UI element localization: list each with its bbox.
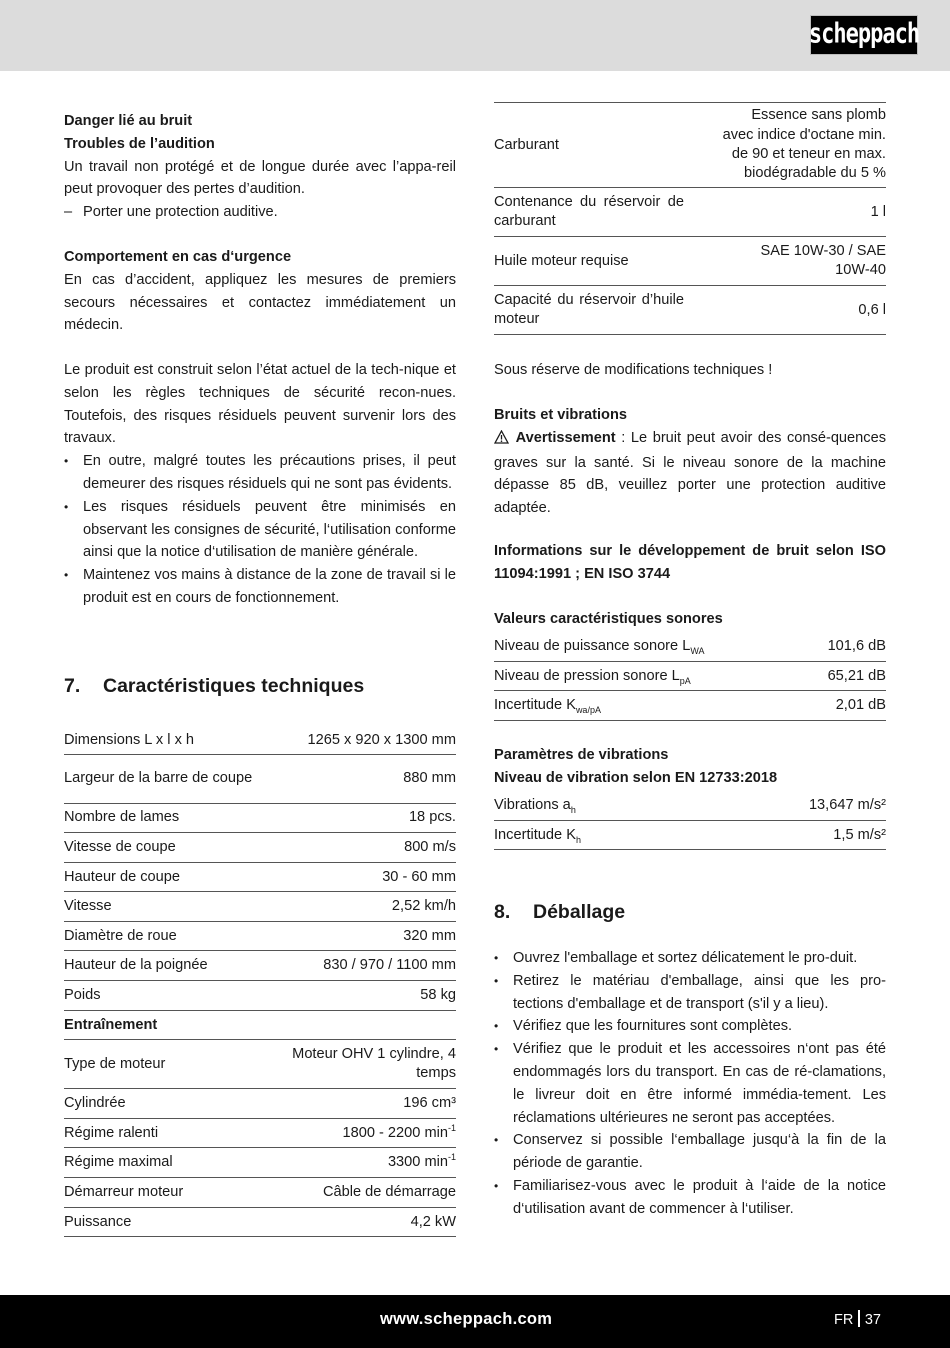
spec-label: Largeur de la barre de coupe bbox=[64, 770, 253, 786]
warning-text: : Le bruit peut avoir des consé-quences graves sur la santé. Si le niveau sonore de la machine dépasse 85 dB, veuillez porter une protection auditive adaptée. bbox=[494, 429, 886, 517]
logo-text: scheppach bbox=[808, 18, 920, 50]
spec-label: Vibrations a bbox=[494, 796, 571, 813]
vibration-block bbox=[494, 744, 886, 850]
spec-value: 18 pcs. bbox=[255, 803, 456, 833]
sound-values-title: Valeurs caractéristiques sonores bbox=[494, 611, 723, 627]
spec-label-cell bbox=[494, 691, 801, 721]
subscript: h bbox=[575, 834, 581, 845]
spec-value-line: 10W-40 bbox=[835, 262, 886, 278]
spec-label: Poids bbox=[64, 981, 255, 1011]
spec-value: 1 l bbox=[684, 188, 886, 237]
sound-values-block bbox=[494, 608, 886, 721]
noise-danger-title: Danger lié au bruit bbox=[64, 113, 193, 129]
list-item: • Vérifiez que les fournitures sont complètes. bbox=[494, 1015, 886, 1038]
spec-value: 65,21 dB bbox=[801, 661, 886, 691]
language-code: FR bbox=[834, 1312, 854, 1328]
subscript: WA bbox=[690, 645, 705, 656]
spec-value-cell bbox=[684, 237, 886, 286]
spec-label: Type de moteur bbox=[64, 1040, 255, 1089]
list-item: • Maintenez vos mains à distance de la zone de travail si le produit est en cours de fonctionnement. bbox=[64, 564, 456, 610]
noise-vibration-title: Bruits et vibrations bbox=[494, 407, 627, 423]
spec-value: 0,6 l bbox=[684, 286, 886, 335]
emergency-text: En cas d’accident, appliquez les mesures de premiers secours nécessaires et contactez immédiatement un médecin. bbox=[64, 271, 456, 334]
spec-value: 101,6 dB bbox=[801, 632, 886, 662]
spec-value: 830 / 970 / 1100 mm bbox=[255, 951, 456, 981]
hearing-subtitle: Troubles de l’audition bbox=[64, 135, 215, 152]
vibration-title: Paramètres de vibrations bbox=[494, 747, 669, 763]
reserve-note bbox=[494, 359, 886, 382]
section-title: Caractéristiques techniques bbox=[103, 675, 365, 697]
website-link[interactable]: www.scheppach.com bbox=[380, 1310, 553, 1328]
exponent: -1 bbox=[447, 1152, 456, 1163]
spec-value-line: avec indice d'octane min. bbox=[722, 126, 886, 143]
table-row bbox=[64, 1010, 456, 1040]
spec-value: 13,647 m/s² bbox=[702, 791, 886, 821]
section-title: Déballage bbox=[533, 901, 626, 923]
spec-value: 800 m/s bbox=[255, 833, 456, 863]
table-row bbox=[494, 820, 886, 850]
spec-value: 58 kg bbox=[255, 981, 456, 1011]
spec-label: Cylindrée bbox=[64, 1089, 255, 1119]
list-item: • Familiarisez-vous avec le produit à l‘aide de la notice d‘utilisation avant de commencer à l‘utiliser. bbox=[494, 1175, 886, 1221]
spec-value: 320 mm bbox=[255, 921, 456, 951]
table-row bbox=[64, 754, 456, 803]
table-row bbox=[494, 791, 886, 821]
separator bbox=[858, 1310, 860, 1327]
spec-value: Câble de démarrage bbox=[255, 1178, 456, 1208]
table-row bbox=[64, 862, 456, 892]
warning-triangle-icon bbox=[494, 429, 510, 452]
spec-value: Moteur OHV 1 cylindre, 4 temps bbox=[255, 1040, 456, 1089]
noise-vibration-block bbox=[494, 404, 886, 520]
spec-label: Hauteur de la poignée bbox=[64, 951, 255, 981]
tech-specs-table bbox=[64, 727, 456, 1237]
spec-label: Diamètre de roue bbox=[64, 921, 255, 951]
spec-label: Capacité du réservoir d’huile moteur bbox=[494, 291, 684, 327]
section-7-heading bbox=[64, 673, 456, 699]
spec-value: 3300 min bbox=[387, 1154, 448, 1171]
residual-risks-list bbox=[64, 450, 456, 610]
spec-value-line: Essence sans plomb bbox=[751, 107, 886, 124]
subscript: pA bbox=[679, 675, 691, 686]
spec-label: Incertitude K bbox=[494, 697, 576, 714]
spec-label: Régime ralenti bbox=[64, 1118, 255, 1148]
table-row bbox=[494, 237, 886, 286]
spec-label-cell bbox=[494, 632, 801, 662]
spec-label: Carburant bbox=[494, 103, 684, 188]
exponent: -1 bbox=[447, 1122, 456, 1133]
table-row bbox=[64, 803, 456, 833]
spec-label-cell bbox=[494, 791, 702, 821]
spec-value: 2,52 km/h bbox=[255, 892, 456, 922]
table-row bbox=[64, 833, 456, 863]
table-row bbox=[494, 103, 886, 188]
spec-label-cell bbox=[494, 661, 801, 691]
page-footer bbox=[0, 1295, 950, 1348]
list-item: • Conservez si possible l‘emballage jusqu‘à la fin de la période de garantie. bbox=[494, 1129, 886, 1175]
table-row bbox=[494, 188, 886, 237]
warning-paragraph bbox=[494, 427, 886, 520]
spec-label: Incertitude K bbox=[494, 826, 576, 843]
page-number: 37 bbox=[864, 1312, 881, 1328]
spec-value: 1265 x 920 x 1300 mm bbox=[255, 727, 456, 754]
spec-label: Démarreur moteur bbox=[64, 1178, 255, 1208]
spec-value-cell bbox=[255, 1118, 456, 1148]
noise-danger-block bbox=[64, 110, 456, 224]
section-number: 8. bbox=[494, 901, 511, 923]
vibration-subtitle: Niveau de vibration selon EN 12733:2018 bbox=[494, 769, 778, 786]
spec-value: 2,01 dB bbox=[801, 691, 886, 721]
page-indicator bbox=[834, 1309, 881, 1332]
spec-label: Vitesse bbox=[64, 892, 255, 922]
spec-value: 1800 - 2200 min bbox=[342, 1124, 448, 1141]
list-item: • Vérifiez que le produit et les accessoires n‘ont pas été endommagés lors du transport. En cas de ré-clamations, le livreur doit en être informé immédia-tement. Les réclamations ultérieures ne seront pas acceptées. bbox=[494, 1038, 886, 1129]
reserve-note-text: Sous réserve de modifications techniques ! bbox=[494, 362, 773, 378]
table-row bbox=[494, 286, 886, 335]
table-row bbox=[494, 632, 886, 662]
list-item: • En outre, malgré toutes les précautions prises, il peut demeurer des risques résiduels qui ne sont pas évidents. bbox=[64, 450, 456, 496]
warning-label: Avertissement bbox=[515, 429, 616, 446]
section-number: 7. bbox=[64, 675, 81, 697]
table-row bbox=[64, 1118, 456, 1148]
noise-danger-text: Un travail non protégé et de longue durée avec l’appa-reil peut provoquer des pertes d’audition. bbox=[64, 158, 456, 198]
spec-label: Niveau de puissance sonore L bbox=[494, 637, 691, 654]
scheppach-logo bbox=[810, 15, 918, 55]
residual-intro: Le produit est construit selon l’état actuel de la tech-nique et selon les règles techniques de sécurité recon-nues. Toutefois, des risques résiduels peuvent survenir lors des travaux. bbox=[64, 362, 456, 447]
table-row bbox=[64, 1178, 456, 1208]
noise-info-block bbox=[494, 540, 886, 586]
spec-label: Dimensions L x l x h bbox=[64, 727, 255, 754]
noise-action-item: – Porter une protection auditive. bbox=[64, 201, 456, 224]
spec-label: Contenance du réservoir de carburant bbox=[494, 193, 684, 229]
spec-label: Hauteur de coupe bbox=[64, 862, 255, 892]
table-row bbox=[64, 727, 456, 754]
table-row bbox=[494, 691, 886, 721]
table-row bbox=[64, 921, 456, 951]
unpacking-list bbox=[494, 947, 886, 1221]
fuel-specs-table bbox=[494, 102, 886, 335]
spec-value-line: de 90 et teneur en max. bbox=[731, 146, 886, 162]
subscript: h bbox=[570, 804, 576, 815]
unpacking-block bbox=[494, 947, 886, 1221]
page-header bbox=[0, 0, 950, 71]
spec-value: 1,5 m/s² bbox=[702, 820, 886, 850]
table-row bbox=[64, 951, 456, 981]
table-row bbox=[64, 981, 456, 1011]
drive-heading: Entraînement bbox=[64, 1010, 456, 1040]
table-row bbox=[64, 1089, 456, 1119]
table-row bbox=[64, 1148, 456, 1178]
table-row bbox=[64, 1207, 456, 1237]
spec-value-cell bbox=[255, 1148, 456, 1178]
list-item: • Retirez le matériau d'emballage, ainsi que les pro-tections d'emballage et de transport (s'il y a lieu). bbox=[494, 970, 886, 1016]
list-item: • Les risques résiduels peuvent être minimisés en observant les consignes de sécurité, l‘utilisation conforme ainsi que la notice d‘utilisation de manière générale. bbox=[64, 496, 456, 564]
emergency-title: Comportement en cas d‘urgence bbox=[64, 249, 292, 265]
spec-label: Puissance bbox=[64, 1207, 255, 1237]
list-item: • Ouvrez l'emballage et sortez délicatement le pro-duit. bbox=[494, 947, 886, 970]
spec-label: Vitesse de coupe bbox=[64, 833, 255, 863]
spec-label: Régime maximal bbox=[64, 1148, 255, 1178]
spec-value: 196 cm³ bbox=[255, 1089, 456, 1119]
residual-risks-block bbox=[64, 359, 456, 610]
table-row bbox=[64, 1040, 456, 1089]
spec-label: Nombre de lames bbox=[64, 803, 255, 833]
spec-value-cell bbox=[684, 103, 886, 188]
noise-info-title: Informations sur le développement de bruit selon ISO 11094:1991 ; EN ISO 3744 bbox=[494, 543, 886, 582]
spec-value-line: biodégradable du 5 % bbox=[744, 165, 886, 182]
table-row bbox=[494, 661, 886, 691]
spec-label: Niveau de pression sonore L bbox=[494, 667, 680, 684]
spec-value: 30 - 60 mm bbox=[255, 862, 456, 892]
section-8-heading bbox=[494, 899, 886, 925]
table-row bbox=[64, 892, 456, 922]
spec-value-line: SAE 10W-30 / SAE bbox=[760, 242, 886, 259]
emergency-block bbox=[64, 246, 456, 337]
spec-label: Huile moteur requise bbox=[494, 237, 684, 286]
spec-value: 880 mm bbox=[255, 754, 456, 803]
spec-value: 4,2 kW bbox=[255, 1207, 456, 1237]
subscript: wa/pA bbox=[575, 705, 601, 716]
spec-label-cell bbox=[494, 820, 702, 850]
